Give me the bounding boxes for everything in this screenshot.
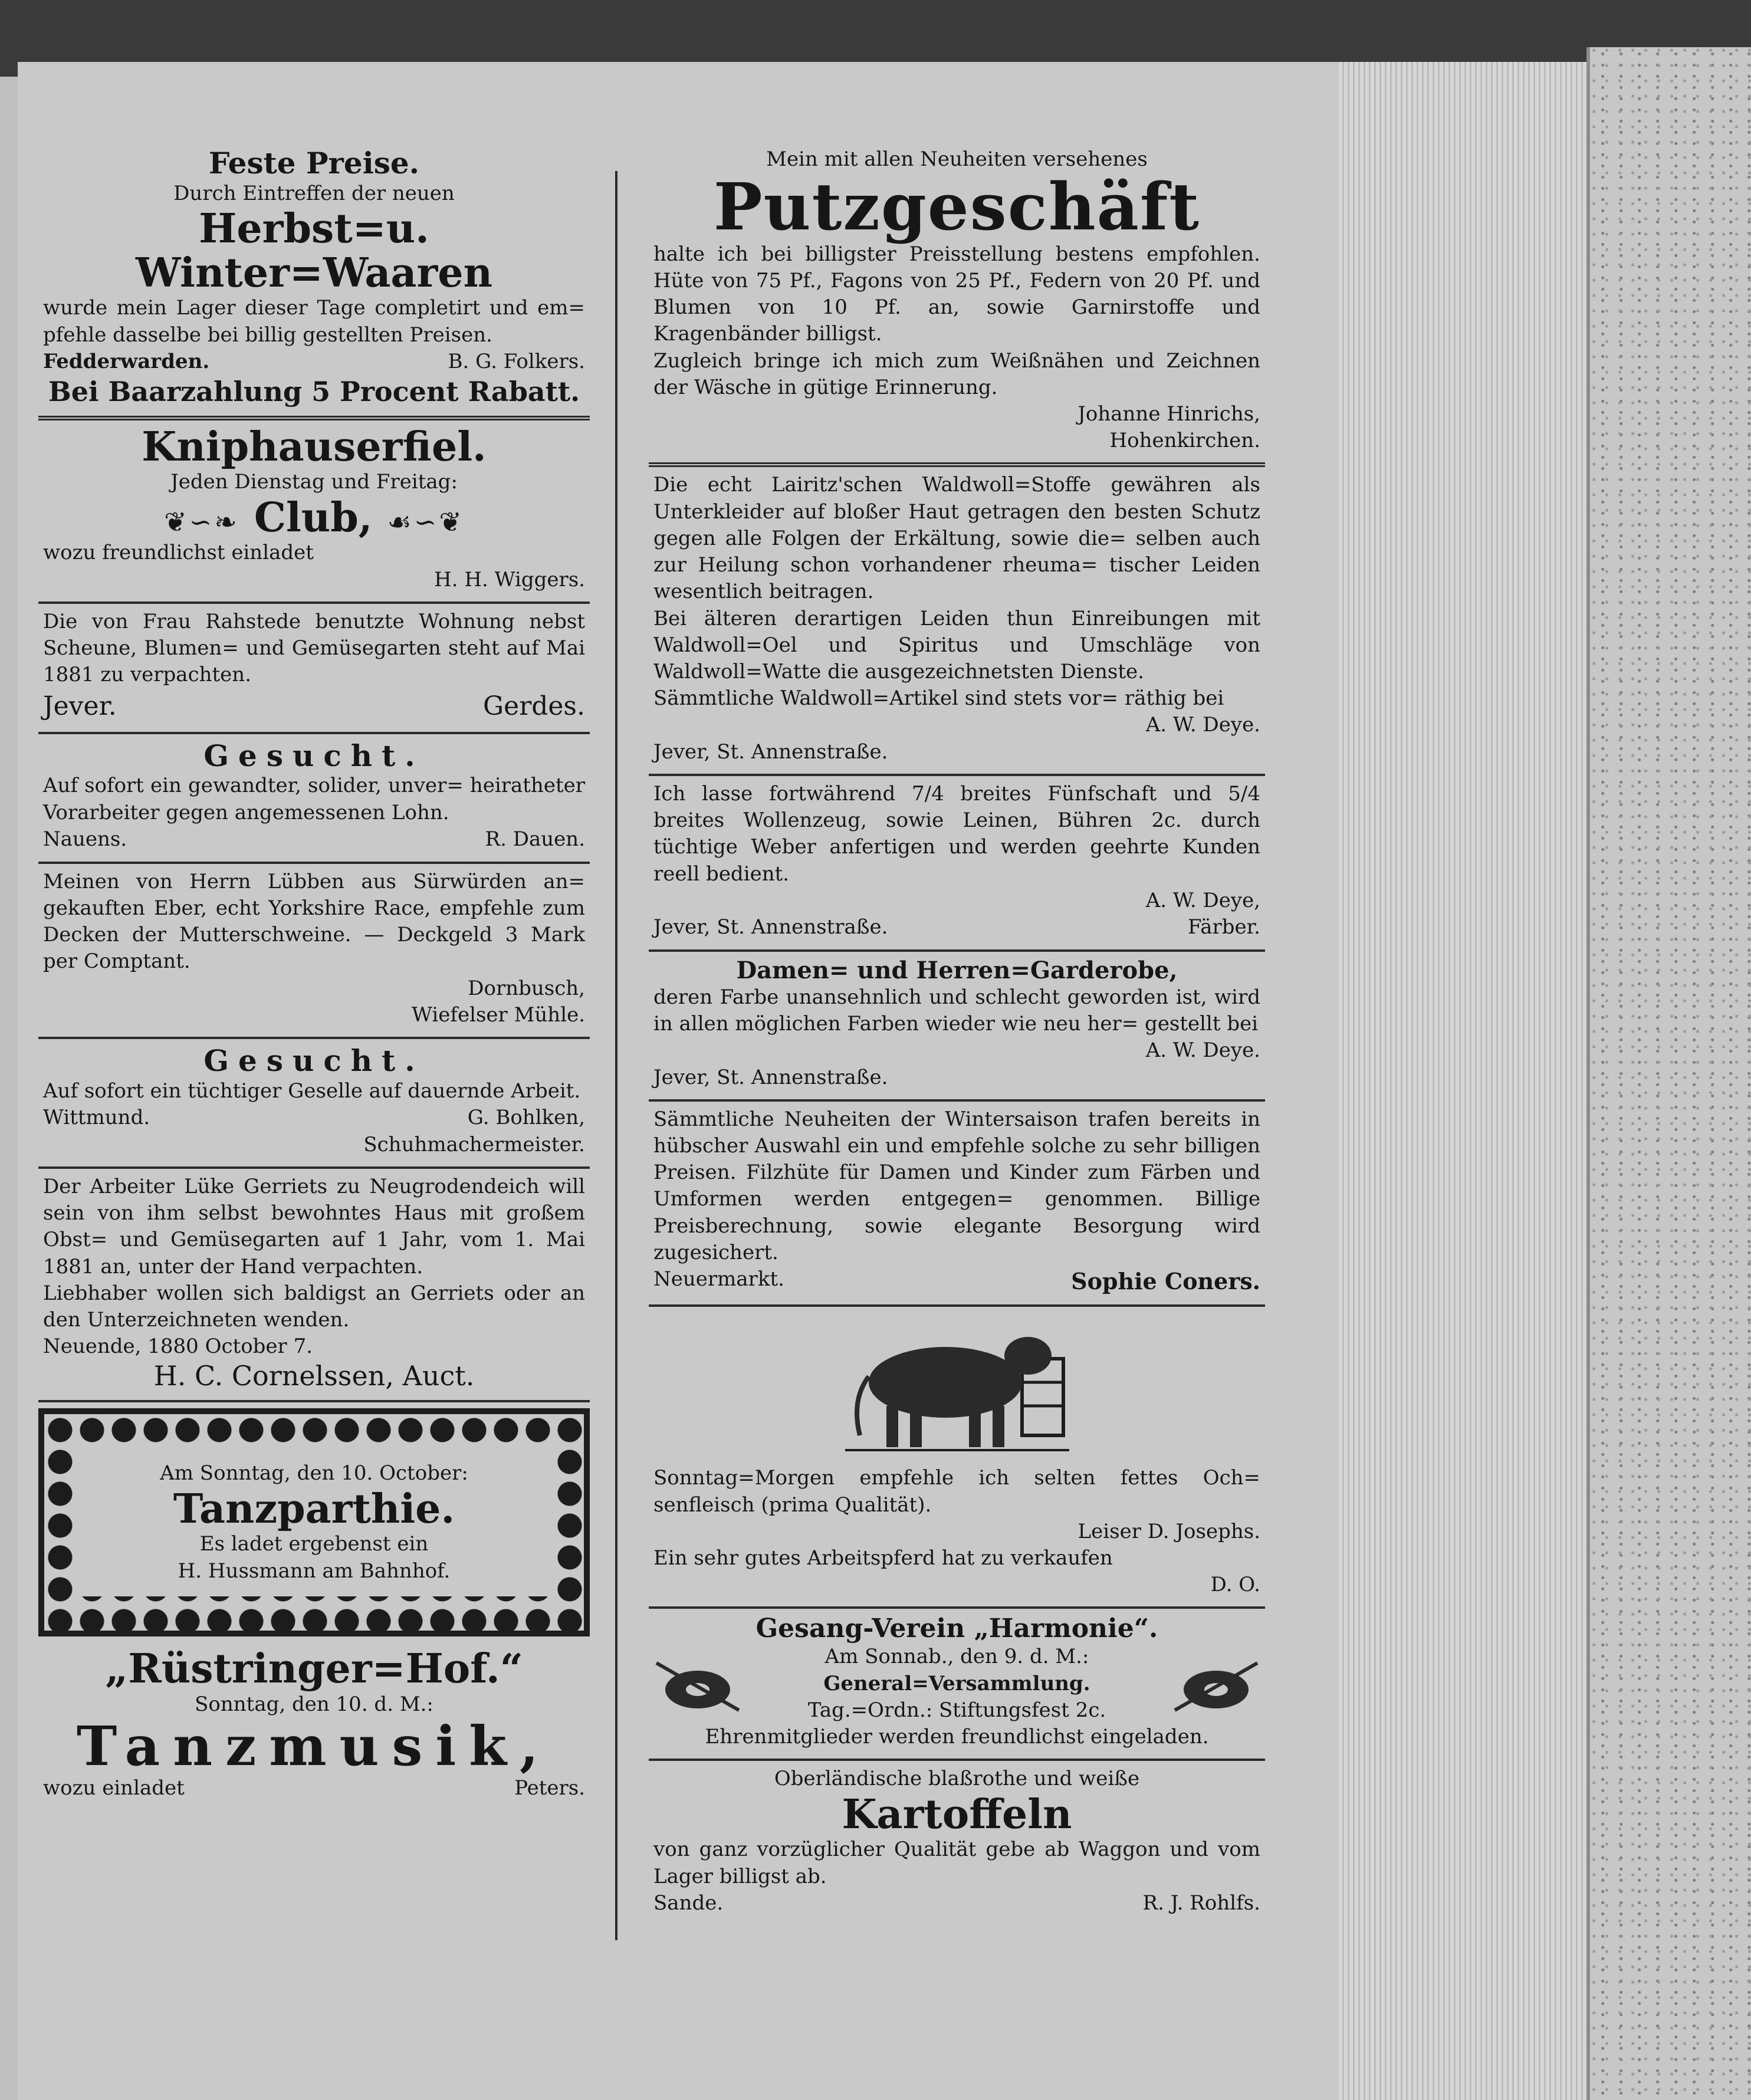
ad-waldwoll [649,467,1265,775]
ad-body: Sämmtliche Neuheiten der Wintersaison trafen bereits in hübscher Auswahl ein und empfehle solche zu sehr billigen Preisen. Filzhüte für Damen und Kinder zum Färben und Umformen werden entgegen= genommen. Billige Preisberechnung, sowie elegante Besorgung wird zugesichert. [653,1107,1260,1264]
ad-signer: H. Hussmann am Bahnhof. [178,1559,451,1583]
ad-body: Sämmtliche Waldwoll=Artikel sind stets vor= räthig bei [653,686,1224,711]
ad-signer: B. G. Folkers. [448,349,585,373]
ad-line: Tag.=Ordn.: Stiftungsfest 2c. [807,1698,1106,1722]
ad-discount: Bei Baarzahlung 5 Procent Rabatt. [48,375,580,407]
ad-signer-location: Wiefelser Mühle. [412,1003,585,1027]
ad-body: Zugleich bringe ich mich zum Weißnähen und Zeichnen der Wäsche in gütige Erinnerung. [653,349,1260,399]
ad-intro: Mein mit allen Neuheiten versehenes [766,147,1148,171]
ad-place: Sande. [653,1891,724,1915]
ad-title: Feste Preise. [208,146,420,180]
ad-intro: Durch Eintreffen der neuen [173,181,455,205]
ad-signer: Johanne Hinrichs, [1077,402,1260,426]
ad-signer: R. Dauen. [485,827,585,851]
ad-body: wurde mein Lager dieser Tage completirt und em= pfehle dasselbe bei billig gestellten Preisen. [43,296,585,347]
left-column [38,142,590,1810]
ad-gesucht-vorarbeiter [38,734,590,864]
ad-title: „Rüstringer=Hof.“ [105,1645,523,1693]
violin-wreath-icon [653,1651,742,1716]
ad-kniphauserfiel [38,420,590,604]
ad-body: Ich lasse fortwährend 7/4 breites Fünfschaft und 5/4 breites Wollenzeug, sowie Leinen, Bühren 2c. durch tüchtige Weber anfertigen und werden geehrte Kunden reell bedient. [653,781,1260,886]
ad-kartoffeln [649,1761,1265,1925]
left-page-edge [0,77,20,2100]
ad-signer-trade: Schuhmachermeister. [363,1132,585,1156]
ad-ruestringer-hof [38,1642,590,1810]
ad-place: Wittmund. [43,1105,150,1129]
ad-signer: Leiser D. Josephs. [1077,1519,1260,1543]
ad-signer: Sophie Coners. [1071,1268,1260,1295]
ad-title: Kartoffeln [842,1790,1072,1838]
page-stack-edge [1339,62,1586,2100]
ad-signature [43,1775,585,1802]
ad-tanzparthie-frame [38,1408,590,1636]
ad-title: Gesucht. [203,1043,425,1079]
ad-title: Gesang-Verein „Harmonie“. [755,1613,1158,1644]
ad-title: Gesucht. [203,738,425,773]
ad-tanzparthie [76,1448,552,1596]
ad-place: Neuermarkt. [653,1267,784,1291]
ad-signature [43,349,585,376]
ad-body: Meinen von Herrn Lübben aus Sürwürden an= gekauften Eber, echt Yorkshire Race, empfehle zum Decken der Mutterschweine. — Deckgeld 3 Mark per Comptant. [43,869,585,974]
ad-signer: A. W. Deye. [1145,713,1260,737]
ad-garderobe [649,952,1265,1102]
ad-signer: A. W. Deye. [1145,1039,1260,1063]
ad-signer: R. J. Rohlfs. [1142,1891,1260,1915]
ad-place: Jever, St. Annenstraße. [653,915,888,939]
ad-body: Die echt Lairitz'schen Waldwoll=Stoffe gewähren als Unterkleider auf bloßer Haut getragen den besten Schutz gegen alle Folgen der Erkältung, sowie die= selben auch zur Heilung schon vorhandener rheuma= tischer Leiden wesentlich beitragen. [653,473,1260,604]
ad-headline: Herbst=u. Winter=Waaren [135,205,493,297]
ad-dateline: Neuende, 1880 October 7. [43,1335,313,1359]
ad-signer: Dornbusch, [468,976,585,1000]
ad-wintersaison [649,1102,1265,1307]
ad-line: Ehrenmitglieder werden freundlichst eingeladen. [705,1725,1209,1749]
ad-place: Jever, St. Annenstraße. [653,740,888,764]
ad-signature [43,1105,585,1132]
ad-signature [43,826,585,853]
ad-eber [38,864,590,1039]
ad-body: Der Arbeiter Lüke Gerriets zu Neugrodendeich will sein von ihm selbst bewohntes Haus mit großem Obst= und Gemüsegarten auf 1 Jahr, vom 1. Mai 1881 an, unter der Hand verpachten. [43,1174,585,1279]
ad-harmonie-body [653,1644,1260,1724]
ad-signature [653,1266,1260,1296]
ad-place: Jever, St. Annenstraße. [653,1065,888,1089]
ad-body: Auf sofort ein gewandter, solider, unver= heiratheter Vorarbeiter gegen angemessenen Lohn. [43,774,585,824]
violin-wreath-icon [1172,1651,1260,1716]
ad-title: Kniphauserfiel. [142,423,487,471]
ad-signer: A. W. Deye, [1145,888,1260,912]
ad-signer: G. Bohlken, [467,1105,585,1129]
ad-line: Am Sonntag, den 10. October: [160,1461,468,1486]
ad-title: Putzgeschäft [713,169,1201,245]
ad-body: Ein sehr gutes Arbeitspferd hat zu verkaufen [653,1546,1113,1570]
ad-line: Es ladet ergebenst ein [199,1532,429,1556]
ad-body: Liebhaber wollen sich baldigst an Gerriets oder an den Unterzeichneten wenden. [43,1281,585,1332]
ad-signer-location: Hohenkirchen. [1109,429,1260,453]
ad-signature [653,1890,1260,1917]
ad-gesang-verein [649,1609,1265,1761]
ad-title: Damen= und Herren=Garderobe, [736,956,1178,984]
ad-line: General=Versammlung. [823,1671,1090,1695]
ad-body: Auf sofort ein tüchtiger Geselle auf dauernde Arbeit. [43,1079,581,1103]
ad-line: Am Sonnab., den 9. d. M.: [824,1645,1089,1669]
book-cover [1586,47,1751,2100]
ad-body: Bei älteren derartigen Leiden thun Einreibungen mit Waldwoll=Oel und Spiritus und Umschläge von Waldwoll=Watte die ausgezeichnetsten Dienste. [653,606,1260,683]
ad-wohnung [38,604,590,734]
ad-signer: D. O. [1210,1573,1260,1597]
ad-line: wozu einladet [43,1776,185,1800]
ad-signer: H. C. Cornelssen, Auct. [153,1360,475,1392]
ad-ochsenfleisch [649,1307,1265,1609]
ad-gesucht-geselle [38,1039,590,1169]
ad-title: Tanzparthie. [173,1485,455,1533]
scroll-ornament-icon: ☙∽❦ [387,505,464,538]
ad-signature [43,689,585,724]
scroll-ornament-icon: ❦∽❧ [164,505,239,538]
ad-putzgeschaeft [649,142,1265,467]
ad-body: deren Farbe unansehnlich und schlecht geworden ist, wird in allen möglichen Farben wieder wie neu her= gestellt bei [653,985,1260,1036]
club-line [43,496,585,540]
ad-trade: Färber. [1187,915,1260,939]
ad-feste-preise [38,142,590,420]
club-label: Club, [254,494,373,541]
ad-intro: Oberländische blaßrothe und weiße [774,1767,1140,1791]
ad-signer: Gerdes. [483,691,585,721]
column-rule [615,171,617,1940]
ad-signer: Peters. [514,1776,585,1800]
ad-place: Jever. [43,691,117,721]
ad-line: wozu freundlichst einladet [43,541,314,565]
ad-body: Sonntag=Morgen empfehle ich selten fettes Och= senfleisch (prima Qualität). [653,1466,1260,1517]
ad-place: Nauens. [43,827,127,851]
right-column [649,142,1265,1925]
ad-harmonie-text [742,1644,1172,1724]
ad-body: halte ich bei billigster Preisstellung bestens empfohlen. Hüte von 75 Pf., Fagons von 25 Pf., Federn von 20 Pf. und Blumen von 10 Pf. an, sowie Garnirstoffe und Kragenbänder billigst. [653,242,1260,346]
ad-headline: Tanzmusik, [76,1714,552,1778]
ad-line: Sonntag, den 10. d. M.: [195,1692,433,1716]
ad-body: von ganz vorzüglicher Qualität gebe ab Waggon und vom Lager billigst ab. [653,1838,1260,1888]
ad-haus-verpachten [38,1169,590,1403]
ad-signature [653,914,1260,941]
ad-signer: H. H. Wiggers. [434,567,585,591]
ox-illustration [833,1317,1081,1459]
ad-weber [649,776,1265,952]
ad-body: Die von Frau Rahstede benutzte Wohnung nebst Scheune, Blumen= und Gemüsegarten steht auf Mai 1881 zu verpachten. [43,609,585,687]
ad-place: Fedderwarden. [43,349,210,373]
ad-line: Jeden Dienstag und Freitag: [170,470,458,494]
